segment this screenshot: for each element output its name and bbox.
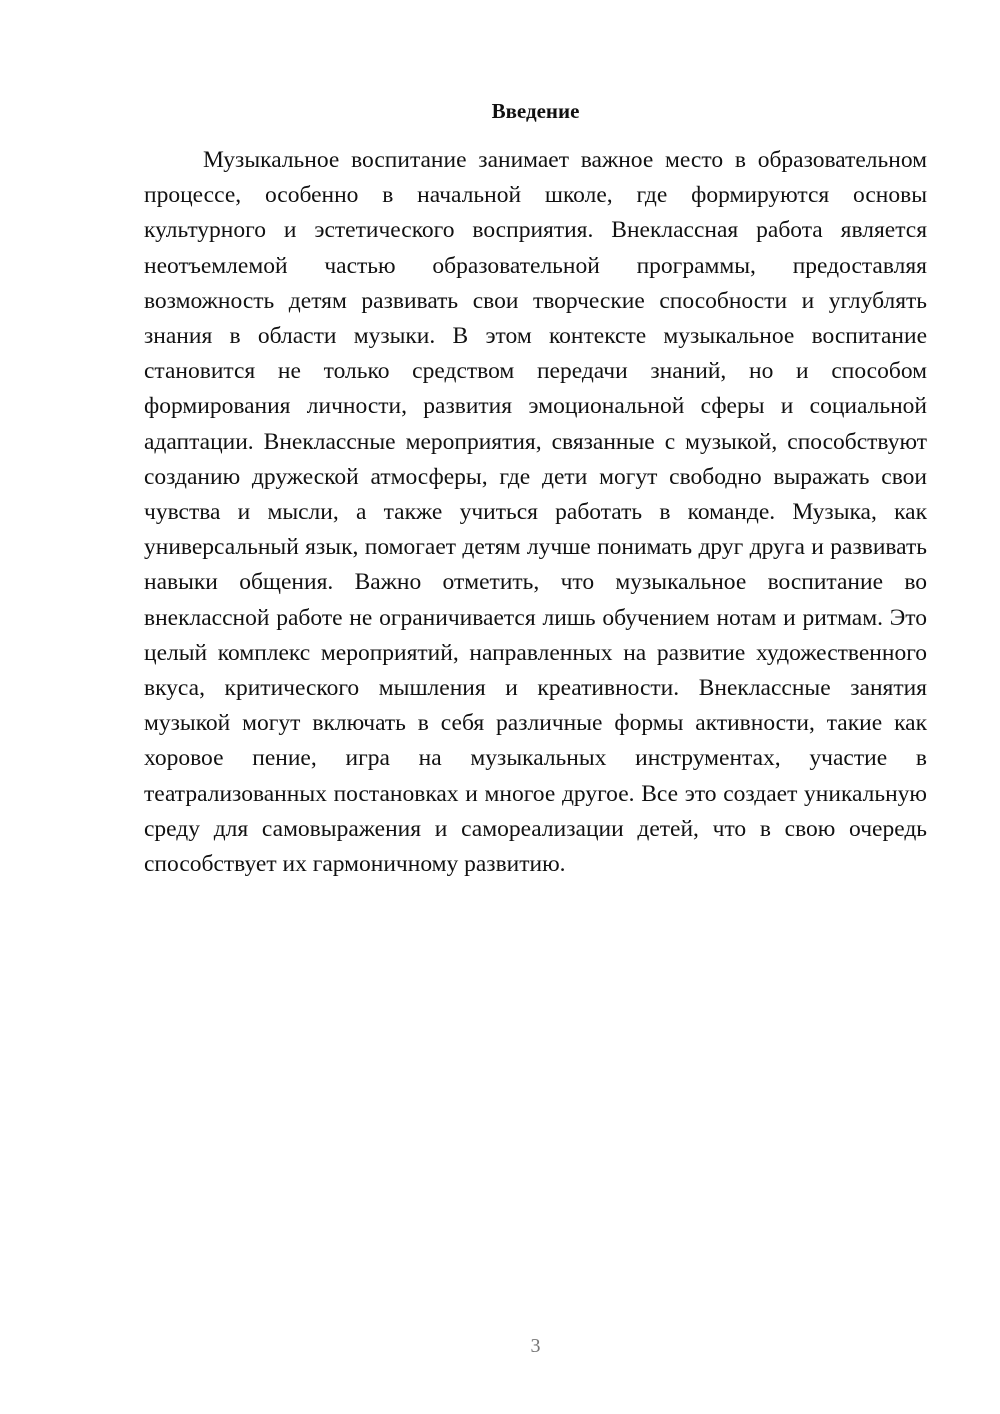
page-number: 3	[530, 1335, 541, 1357]
body-paragraph: Музыкальное воспитание занимает важное место в образовательном процессе, особенно в начальной школе, где формируются основы культурного и эстетического восприятия. Внеклассная работа является неотъемлемой частью образовательной программы, предоставляя возможность детям развивать свои творческие способности и углублять знания в области музыки. В этом контексте музыкальное воспитание становится не только средством передачи знаний, но и способом формирования личности, развития эмоциональной сферы и социальной адаптации. Внеклассные мероприятия, связанные с музыкой, способствуют созданию дружеской атмосферы, где дети могут свободно выражать свои чувства и мысли, а также учиться работать в команде. Музыка, как универсальный язык, помогает детям лучше понимать друг друга и развивать навыки общения. Важно отметить, что музыкальное воспитание во внеклассной работе не ограничивается лишь обучением нотам и ритмам. Это целый комплекс мероприятий, направленных на развитие художественного вкуса, критического мышления и креативности. Внеклассные занятия музыкой могут включать в себя различные формы активности, такие как хоровое пение, игра на музыкальных инструментах, участие в театрализованных постановках и многое другое. Все это создает уникальную среду для самовыражения и самореализации детей, что в свою очередь способствует их гармоничному развитию.	[144, 147, 927, 878]
section-heading: Введение	[491, 99, 580, 123]
